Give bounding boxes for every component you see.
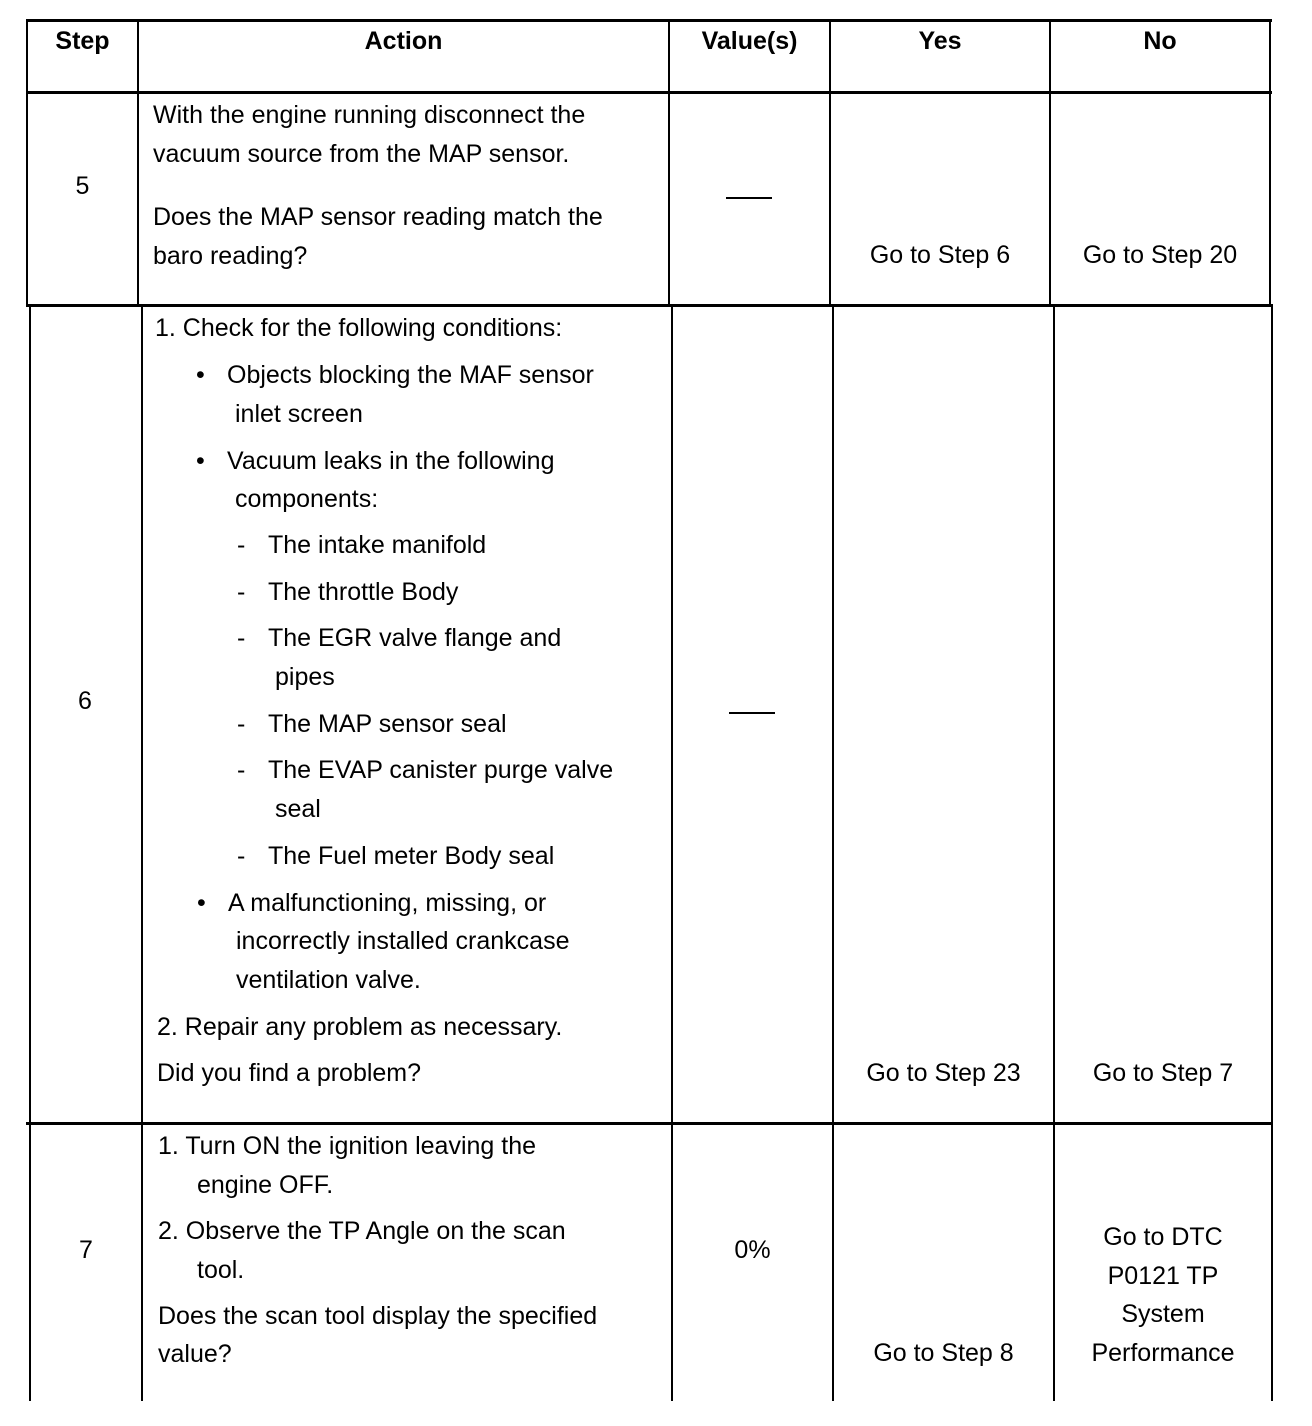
action-line: Did you find a problem? <box>157 1059 422 1087</box>
no-target-line: P0121 TP <box>1107 1262 1219 1290</box>
header-bottom-border <box>26 91 1272 94</box>
step-number: 7 <box>79 1236 93 1264</box>
action-line: Does the scan tool display the specified <box>158 1302 598 1330</box>
col-border-step-action <box>137 19 139 304</box>
step-number: 6 <box>78 687 92 715</box>
header-yes: Yes <box>918 27 962 55</box>
action-line: components: <box>235 485 379 513</box>
action-line: A malfunctioning, missing, or <box>228 889 547 917</box>
action-line: The EVAP canister purge valve <box>268 756 614 784</box>
no-target-line: System <box>1121 1300 1205 1328</box>
action-line: 1. Turn ON the ignition leaving the <box>158 1132 537 1160</box>
action-line: pipes <box>275 663 335 691</box>
action-line: The MAP sensor seal <box>268 710 507 738</box>
bullet-marker: • <box>196 361 205 389</box>
step-number: 5 <box>75 172 90 200</box>
action-line: 2. Observe the TP Angle on the scan <box>158 1217 566 1245</box>
action-line: Objects blocking the MAF sensor <box>227 361 594 389</box>
action-line: value? <box>158 1340 232 1368</box>
action-line: incorrectly installed crankcase <box>236 927 570 955</box>
bullet-marker: • <box>197 889 206 917</box>
no-target-line: Performance <box>1091 1339 1235 1367</box>
dash-marker: - <box>237 624 246 652</box>
yes-target: Go to Step 23 <box>866 1059 1021 1087</box>
action-line: tool. <box>197 1256 245 1284</box>
header-action: Action <box>364 27 443 55</box>
col-border-step-action-lower <box>141 304 143 1401</box>
col-border-value-yes-lower <box>832 304 834 1401</box>
row-5-bottom-border <box>26 304 1272 307</box>
header-step: Step <box>55 27 110 55</box>
value-dash <box>729 712 775 714</box>
col-border-right-lower <box>1271 304 1273 1401</box>
action-line: vacuum source from the MAP sensor. <box>153 140 570 168</box>
yes-target: Go to Step 6 <box>869 241 1011 269</box>
table-top-border <box>26 19 1272 22</box>
row-6-bottom-border <box>26 1122 1272 1125</box>
header-values: Value(s) <box>701 27 798 55</box>
dash-marker: - <box>237 710 246 738</box>
col-border-left <box>26 19 28 304</box>
col-border-right <box>1269 19 1271 304</box>
action-line: The EGR valve flange and <box>268 624 562 652</box>
col-border-action-value <box>668 19 670 304</box>
dash-marker: - <box>237 578 246 606</box>
action-line: Does the MAP sensor reading match the <box>153 203 603 231</box>
dash-marker: - <box>237 756 246 784</box>
action-line: Vacuum leaks in the following <box>227 447 555 475</box>
action-line: 1. Check for the following conditions: <box>155 314 563 342</box>
action-line: The intake manifold <box>268 531 487 559</box>
action-line: The Fuel meter Body seal <box>268 842 555 870</box>
action-line: The throttle Body <box>268 578 459 606</box>
action-line: 2. Repair any problem as necessary. <box>157 1013 563 1041</box>
bullet-marker: • <box>196 447 205 475</box>
action-line: engine OFF. <box>197 1171 334 1199</box>
dash-marker: - <box>237 531 246 559</box>
value-text: 0% <box>734 1236 771 1264</box>
action-line: seal <box>275 795 321 823</box>
value-dash <box>726 197 772 199</box>
header-no: No <box>1143 27 1177 55</box>
no-target-line: Go to DTC <box>1103 1223 1223 1251</box>
dash-marker: - <box>237 842 246 870</box>
action-line: baro reading? <box>153 242 308 270</box>
no-target: Go to Step 7 <box>1092 1059 1234 1087</box>
yes-target: Go to Step 8 <box>873 1339 1014 1367</box>
action-line: With the engine running disconnect the <box>153 101 586 129</box>
no-target: Go to Step 20 <box>1082 241 1238 269</box>
action-line: inlet screen <box>235 400 363 428</box>
action-line: ventilation valve. <box>236 966 421 994</box>
